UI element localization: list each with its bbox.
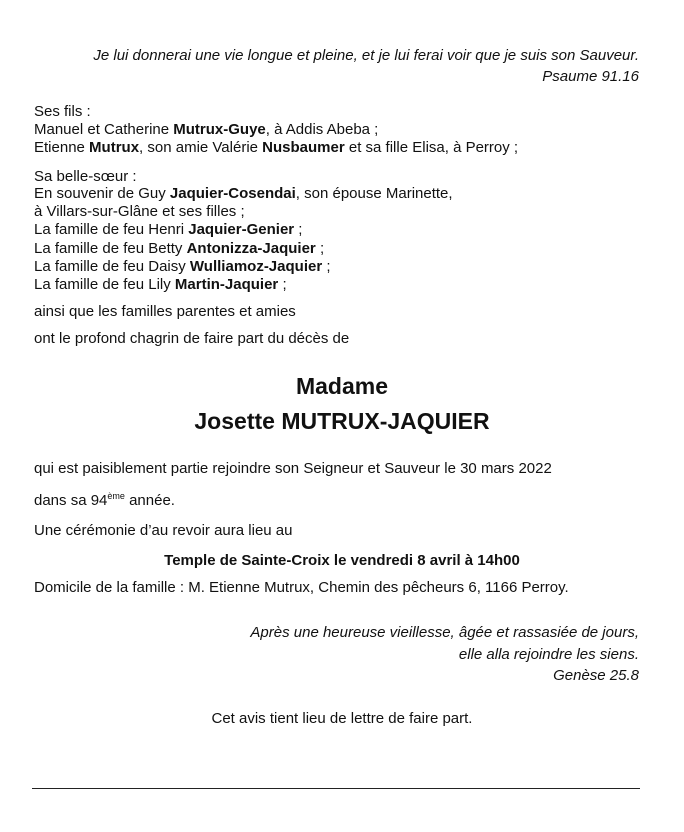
surname: Nusbaumer bbox=[262, 139, 345, 156]
deceased-honorific: Madame bbox=[295, 373, 389, 399]
text-span: Etienne bbox=[34, 139, 90, 156]
sister-in-law-line-2 bbox=[34, 203, 245, 221]
epigraph-quote: Je lui donnerai une vie longue et pleine, et je lui ferai voir que je suis son Sauveur. bbox=[93, 47, 639, 64]
announcement-line: ont le profond chagrin de faire part du décès de bbox=[34, 330, 350, 347]
notice-line: Cet avis tient lieu de lettre de faire part. bbox=[211, 710, 473, 727]
ceremony-place: Temple de Sainte-Croix le vendredi 8 avril à 14h00 bbox=[164, 552, 520, 569]
deceased-name: Josette MUTRUX-JAQUIER bbox=[194, 408, 490, 434]
surname: Martin-Jaquier bbox=[174, 276, 279, 293]
sister-in-law-line-5 bbox=[34, 258, 331, 276]
families-line: ainsi que les familles parentes et amies bbox=[34, 303, 296, 320]
text-span: En souvenir de Guy bbox=[34, 185, 170, 202]
text-span: , son épouse Marinette, bbox=[295, 185, 453, 202]
closing-verse-reference: Genèse 25.8 bbox=[553, 667, 639, 684]
text-span: ; bbox=[278, 276, 287, 293]
surname: Mutrux-Guye bbox=[173, 121, 266, 138]
text-span: La famille de feu Daisy bbox=[34, 258, 190, 275]
death-line: qui est paisiblement partie rejoindre son Seigneur et Sauveur le 30 mars 2022 bbox=[34, 460, 552, 477]
text-span: ; bbox=[315, 240, 325, 257]
sister-in-law-line-3 bbox=[34, 221, 302, 239]
closing-verse-line-1: Après une heureuse vieillesse, âgée et rassasiée de jours, bbox=[250, 624, 639, 641]
sons-heading: Ses fils : bbox=[34, 103, 91, 120]
text-span: , à Addis Abeba ; bbox=[265, 121, 379, 138]
text-span: année. bbox=[124, 492, 175, 509]
text-span: La famille de feu Lily bbox=[34, 276, 175, 293]
family-domicile: Domicile de la famille : M. Etienne Mutrux, Chemin des pêcheurs 6, 1166 Perroy. bbox=[34, 579, 569, 596]
surname: Jaquier-Cosendai bbox=[169, 185, 296, 202]
text-span: dans sa 94 bbox=[34, 492, 108, 509]
text-span: ; bbox=[294, 221, 303, 238]
sister-in-law-line-1 bbox=[34, 185, 453, 203]
text-span: Manuel et Catherine bbox=[34, 121, 174, 138]
text-span: et sa fille Elisa, à Perroy ; bbox=[344, 139, 519, 156]
surname: Mutrux bbox=[89, 139, 140, 156]
age-line bbox=[34, 492, 175, 510]
text-span: à Villars-sur-Glâne et ses filles ; bbox=[34, 203, 245, 220]
text-span: , son amie Valérie bbox=[139, 139, 263, 156]
ordinal-superscript: ème bbox=[107, 491, 125, 501]
surname: Antonizza-Jaquier bbox=[186, 240, 316, 257]
text-span: La famille de feu Henri bbox=[34, 221, 189, 238]
sister-in-law-line-4 bbox=[34, 240, 324, 258]
epigraph-reference: Psaume 91.16 bbox=[542, 68, 639, 85]
surname: Wulliamoz-Jaquier bbox=[189, 258, 323, 275]
text-span: ; bbox=[322, 258, 331, 275]
text-span: La famille de feu Betty bbox=[34, 240, 187, 257]
sons-line-1 bbox=[34, 121, 378, 139]
ceremony-intro: Une cérémonie d’au revoir aura lieu au bbox=[34, 522, 293, 539]
sons-line-2 bbox=[34, 139, 518, 157]
closing-verse-line-2: elle alla rejoindre les siens. bbox=[458, 646, 639, 663]
divider bbox=[32, 788, 640, 789]
sister-in-law-heading: Sa belle-sœur : bbox=[34, 168, 137, 185]
surname: Jaquier-Genier bbox=[188, 221, 295, 238]
sister-in-law-line-6 bbox=[34, 276, 287, 294]
